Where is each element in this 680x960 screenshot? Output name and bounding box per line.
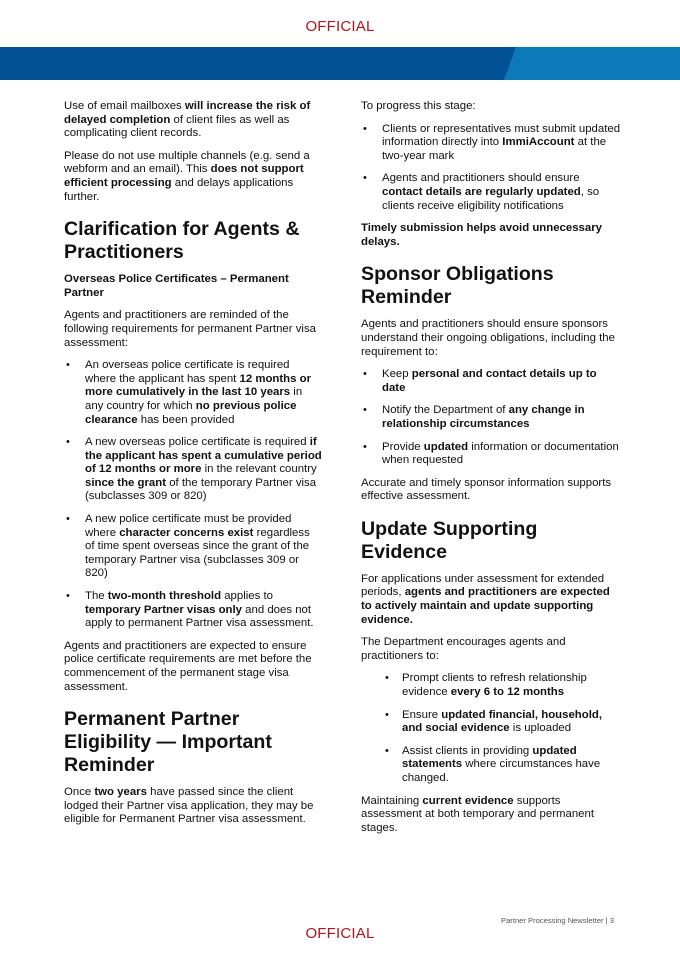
list-item: • Assist clients in providing updated statements where circumstances have changed. <box>361 745 623 786</box>
sponsor-list <box>361 368 623 468</box>
heading-sponsor-obligations: Sponsor Obligations Reminder <box>361 263 554 309</box>
intro-paragraph-channels: Please do not use multiple channels (e.g. send a webform and an email). This does not support efficient processing and delays applications further. <box>64 149 310 203</box>
sponsor-closing: Accurate and timely sponsor information supports effective assessment. <box>361 476 612 503</box>
police-certificate-list <box>64 359 322 631</box>
progress-closing: Timely submission helps avoid unnecessary delays. <box>361 222 602 248</box>
evidence-intro: For applications under assessment for extended periods, agents and practitioners are expected to actively maintain and update supporting evidence. <box>361 572 610 626</box>
progress-list <box>361 123 623 214</box>
page-footer-label: Partner Processing Newsletter | 3 <box>501 916 614 925</box>
list-item: • An overseas police certificate is required where the applicant has spent 12 months or more cumulatively in the last 10 years in any country for which no previous police clearance has been provided <box>64 359 322 427</box>
list-item: • Ensure updated financial, household, and social evidence is uploaded <box>361 709 623 736</box>
list-item: • Clients or representatives must submit updated information directly into ImmiAccount at the two-year mark <box>361 123 623 164</box>
left-column <box>64 100 322 836</box>
sponsor-intro: Agents and practitioners should ensure sponsors understand their ongoing obligations, including the requirement to: <box>361 318 615 358</box>
header-banner <box>0 47 680 80</box>
clarification-intro: Agents and practitioners are reminded of the following requirements for permanent Partner visa assessment: <box>64 309 316 349</box>
evidence-intro-2: The Department encourages agents and practitioners to: <box>361 636 566 662</box>
list-item: • Prompt clients to refresh relationship evidence every 6 to 12 months <box>361 672 623 699</box>
list-item: • A new police certificate must be provided where character concerns exist regardless of time spent overseas since the grant of the temporary Partner visa (subclasses 309 or 820) <box>64 513 322 581</box>
classification-marking-top: OFFICIAL <box>305 18 375 35</box>
list-item: • The two-month threshold applies to temporary Partner visas only and does not apply to permanent Partner visa assessment. <box>64 590 322 631</box>
list-item: • Provide updated information or documentation when requested <box>361 441 623 468</box>
evidence-list <box>361 672 623 785</box>
list-item: • A new overseas police certificate is required if the applicant has spent a cumulative period of 12 months or more in the relevant country since the grant of the temporary Partner visa (subclasses 309 or 820) <box>64 436 322 504</box>
permanent-eligibility-body: Once two years have passed since the client lodged their Partner visa application, they may be eligible for Permanent Partner visa assessment. <box>64 786 314 826</box>
list-item: • Keep personal and contact details up to date <box>361 368 623 395</box>
header-banner-accent <box>504 47 680 80</box>
subheading-police-certificates: Overseas Police Certificates – Permanent Partner <box>64 273 289 299</box>
classification-marking-bottom: OFFICIAL <box>305 925 375 942</box>
list-item: • Notify the Department of any change in relationship circumstances <box>361 404 623 431</box>
list-item: • Agents and practitioners should ensure contact details are regularly updated, so clients receive eligibility notifications <box>361 172 623 213</box>
intro-paragraph-email: Use of email mailboxes will increase the risk of delayed completion of client files as well as complicating client records. <box>64 100 311 140</box>
clarification-closing: Agents and practitioners are expected to ensure police certificate requirements are met before the commencement of the permanent stage visa assessment. <box>64 639 312 693</box>
heading-permanent-eligibility: Permanent Partner Eligibility — Important Reminder <box>64 708 272 777</box>
right-column <box>361 100 623 844</box>
heading-update-evidence: Update Supporting Evidence <box>361 517 538 563</box>
progress-intro: To progress this stage: <box>361 100 476 112</box>
heading-clarification: Clarification for Agents & Practitioners <box>64 218 300 264</box>
evidence-closing: Maintaining current evidence supports assessment at both temporary and permanent stages. <box>361 794 595 834</box>
